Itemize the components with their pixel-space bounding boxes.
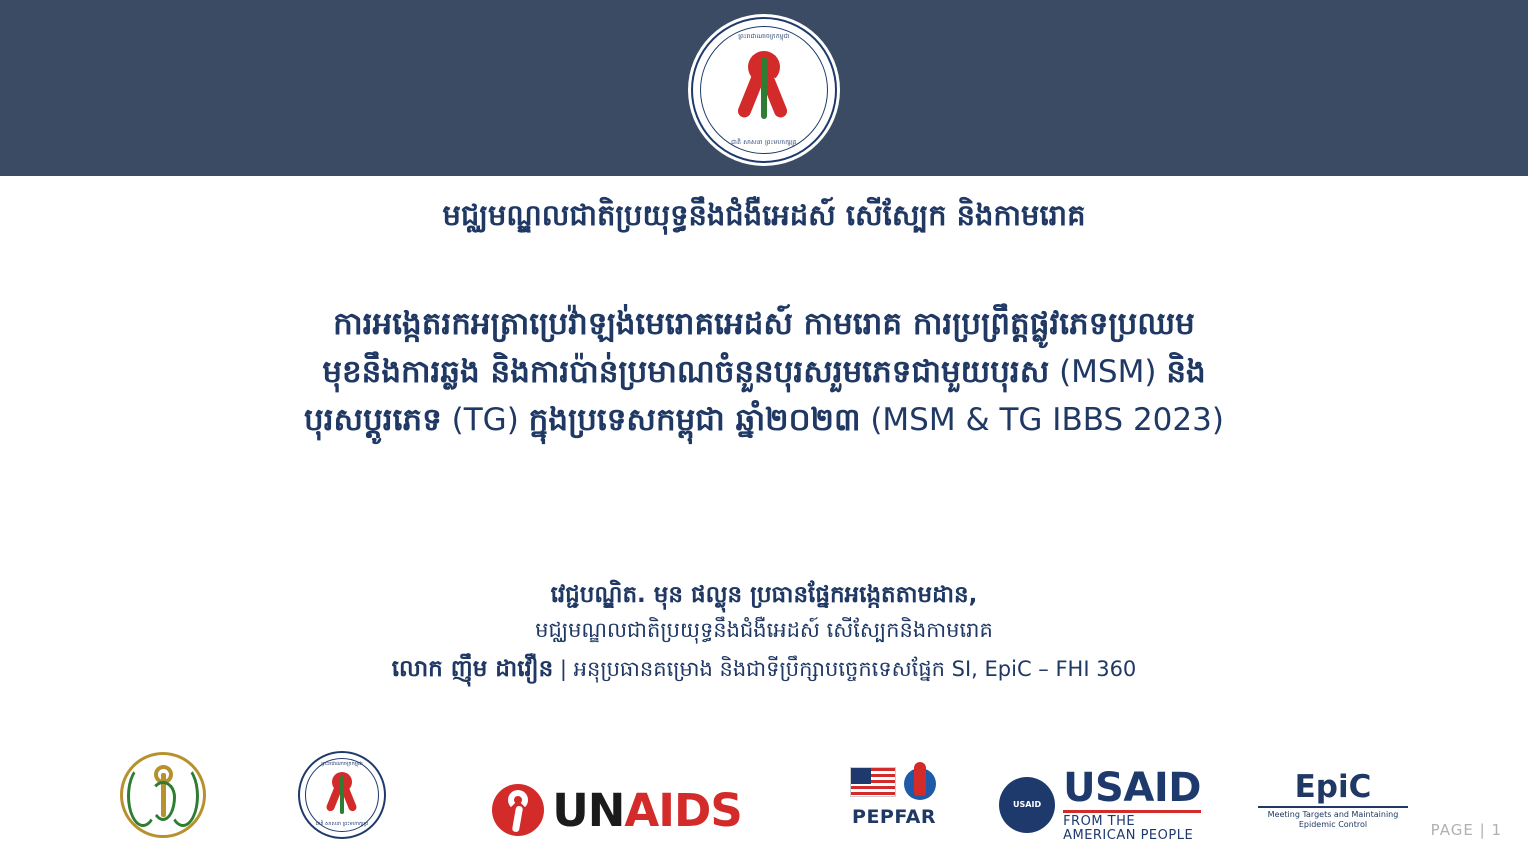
usaid-logo (1000, 765, 1201, 843)
nchads-logo-text-top: ព្រះរាជាណាចក្រកម្ពុជា (321, 761, 363, 767)
epic-logo (1258, 761, 1408, 841)
main-title-line-2-post: និង (1166, 354, 1206, 391)
emblem-text-bottom: ជាតិ សាសនា ព្រះមហាក្សត្រ (731, 139, 797, 146)
main-title-line-3-pre: បុរសប្ដូរភេទ (304, 402, 442, 439)
page-title (88, 300, 1440, 444)
main-title-line-2-latin: (MSM) (1049, 354, 1167, 391)
main-title-line-2 (88, 348, 1440, 396)
main-title-line-3-mid: ក្នុងប្រទេសកម្ពុជា ឆ្នាំ២០២៣ (528, 402, 861, 439)
unaids-word-aids: AIDS (624, 783, 742, 837)
presenter-affiliation: មជ្ឈមណ្ឌលជាតិប្រយុទ្ធនឹងជំងឺអេដស៍ សើស្បែកនិងកាមរោគ (535, 617, 993, 642)
page-number: PAGE | 1 (1430, 821, 1502, 839)
emblem-text-top: ព្រះរាជាណាចក្រកម្ពុជា (738, 33, 790, 40)
nchads-logo-text-bottom: ជាតិ សាសនា ព្រះមហាក្សត្រ (315, 821, 369, 827)
ministry-of-health-logo (118, 749, 208, 841)
unaids-logo (492, 779, 742, 841)
epic-tagline: Meeting Targets and Maintaining Epidemic Control (1258, 806, 1408, 831)
presenter-secondary-role: | អនុប្រធានគម្រោង និងជាទីប្រឹក្សាបច្ចេកទេសផ្នែក SI, EpiC – FHI 360 (553, 657, 1137, 682)
nchads-logo (288, 749, 396, 841)
main-title-line-3-latin-2: (MSM & TG IBBS 2023) (860, 402, 1224, 439)
presenter-secondary-name: លោក ញ៉ឹម ដាវឿន (391, 656, 554, 683)
partner-logo-strip (0, 735, 1528, 845)
main-title-line-1: ការអង្កេតរកអត្រាប្រេវ៉ាឡង់មេរោគអេដស៍ កាមរោគ ការប្រព្រឹត្តផ្លូវភេទប្រឈម (333, 306, 1195, 342)
main-title-line-3-latin-1: (TG) (441, 402, 529, 439)
usaid-seal-icon: USAID (999, 777, 1055, 833)
presenter-block (0, 578, 1528, 688)
us-flag-icon (850, 767, 896, 797)
header-band (0, 0, 1528, 176)
presenter-name-primary: វេជ្ជបណ្ឌិត. មុន ផល្លុន ប្រធានផ្នែកអង្កេតតាមដាន, (550, 582, 978, 608)
red-ribbon-icon (736, 51, 792, 129)
organization-title: មជ្ឈមណ្ឌលជាតិប្រយុទ្ធនឹងជំងឺអេដស៍ សើស្បែក និងកាមរោគ (442, 198, 1086, 232)
unaids-word-un: UN (552, 783, 625, 837)
unaids-wordmark (552, 783, 742, 837)
usaid-tagline: FROM THE AMERICAN PEOPLE (1063, 810, 1201, 842)
globe-figure-icon (902, 762, 938, 802)
usaid-wordmark: USAID (1063, 765, 1201, 812)
presenter-name-secondary (0, 652, 1528, 688)
red-ribbon-icon (326, 772, 358, 818)
main-title-line-2-pre: មុខនឹងការឆ្លង និងការប៉ាន់ប្រមាណចំនួនបុរសរួមភេទជាមួយបុរស (322, 354, 1050, 391)
unaids-ribbon-icon (492, 784, 544, 836)
pepfar-wordmark: PEPFAR (852, 806, 936, 828)
nchads-emblem-icon (688, 14, 840, 166)
epic-wordmark: EpiC (1294, 768, 1372, 805)
pepfar-logo (832, 749, 956, 841)
main-title-line-3 (88, 396, 1440, 444)
